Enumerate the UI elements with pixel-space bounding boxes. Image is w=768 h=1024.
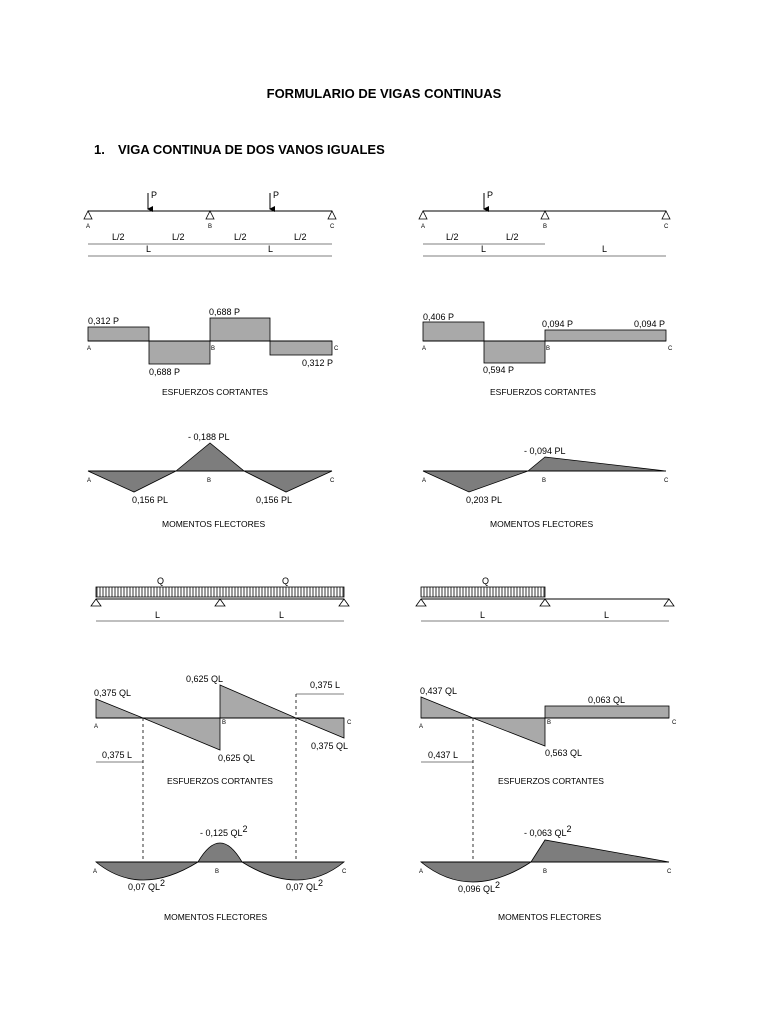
shear-value: 0,406 P <box>423 312 455 322</box>
caption: MOMENTOS FLECTORES <box>498 912 602 922</box>
moment-value: - 0,188 PL <box>188 432 230 442</box>
svg-text:C: C <box>672 720 677 726</box>
svg-text:L: L <box>604 610 610 620</box>
moment-value: 0,07 QL2 <box>128 878 166 892</box>
svg-text:C: C <box>334 346 339 352</box>
shear-value: 0,563 QL <box>545 748 583 758</box>
dim-label: 0,437 L <box>428 750 459 760</box>
case1-moment-diagram <box>87 432 335 529</box>
case2-load-diagram <box>419 190 670 256</box>
case2-moment-diagram <box>422 446 669 529</box>
load-label: P <box>151 190 158 200</box>
case4-load-diagram <box>416 576 674 621</box>
svg-text:C: C <box>668 346 673 352</box>
shear-value: 0,375 QL <box>311 741 349 751</box>
caption: MOMENTOS FLECTORES <box>162 519 266 529</box>
case3-load-diagram <box>91 576 349 621</box>
caption: ESFUERZOS CORTANTES <box>167 776 273 786</box>
case1-shear-diagram <box>87 307 339 397</box>
shear-value: 0,688 P <box>209 307 241 317</box>
dim-label: L/2 <box>172 232 185 242</box>
shear-value: 0,312 P <box>88 316 120 326</box>
load-label: P <box>273 190 280 200</box>
svg-text:L: L <box>155 610 161 620</box>
case2-shear-diagram <box>422 312 673 397</box>
svg-text:B: B <box>546 346 551 352</box>
svg-text:C: C <box>664 224 669 230</box>
moment-value: 0,156 PL <box>132 495 169 505</box>
svg-text:B: B <box>222 720 227 726</box>
dim-label: L/2 <box>234 232 247 242</box>
moment-value: 0,203 PL <box>466 495 503 505</box>
svg-text:L: L <box>481 244 487 254</box>
svg-text:B: B <box>542 478 547 484</box>
case3-moment-diagram <box>93 824 347 922</box>
shear-value: 0,312 P <box>302 358 334 368</box>
shear-value: 0,625 QL <box>218 753 256 763</box>
svg-text:L/2: L/2 <box>506 232 519 242</box>
svg-text:A: A <box>421 224 426 230</box>
moment-value: - 0,125 QL2 <box>200 824 248 838</box>
support-label: A <box>86 224 91 230</box>
svg-text:A: A <box>94 724 99 730</box>
svg-text:A: A <box>419 724 424 730</box>
svg-text:C: C <box>347 720 352 726</box>
svg-text:C: C <box>667 869 672 875</box>
svg-text:A: A <box>87 478 92 484</box>
svg-text:A: A <box>87 346 92 352</box>
svg-text:L/2: L/2 <box>446 232 459 242</box>
svg-text:A: A <box>419 869 424 875</box>
caption: ESFUERZOS CORTANTES <box>162 387 268 397</box>
shear-value: 0,437 QL <box>420 686 458 696</box>
caption: ESFUERZOS CORTANTES <box>498 776 604 786</box>
svg-text:B: B <box>211 346 216 352</box>
caption: ESFUERZOS CORTANTES <box>490 387 596 397</box>
moment-value: - 0,063 QL2 <box>524 824 572 838</box>
support-label: B <box>208 224 213 230</box>
shear-value: 0,094 P <box>542 319 574 329</box>
svg-text:L: L <box>480 610 486 620</box>
caption: MOMENTOS FLECTORES <box>164 912 268 922</box>
svg-text:B: B <box>543 224 548 230</box>
svg-text:B: B <box>215 869 220 875</box>
dim-label: L <box>146 244 152 254</box>
page-title: FORMULARIO DE VIGAS CONTINUAS <box>266 86 502 101</box>
shear-value: 0,594 P <box>483 365 515 375</box>
dim-label: 0,375 L <box>310 680 341 690</box>
shear-value: 0,063 QL <box>588 695 626 705</box>
shear-value: 0,375 QL <box>94 688 132 698</box>
load-label: Q <box>157 576 165 586</box>
shear-value: 0,094 P <box>634 319 666 329</box>
shear-value: 0,688 P <box>149 367 181 377</box>
svg-text:B: B <box>543 869 548 875</box>
moment-value: 0,156 PL <box>256 495 293 505</box>
load-label: Q <box>482 576 490 586</box>
support-label: C <box>330 224 335 230</box>
dim-label: L <box>268 244 274 254</box>
svg-text:C: C <box>664 478 669 484</box>
load-label: P <box>487 190 494 200</box>
svg-text:B: B <box>207 478 212 484</box>
dim-label: 0,375 L <box>102 750 133 760</box>
svg-text:A: A <box>422 478 427 484</box>
case1-load-diagram <box>84 190 336 256</box>
section-title: VIGA CONTINUA DE DOS VANOS IGUALES <box>118 142 385 157</box>
svg-text:C: C <box>342 869 347 875</box>
shear-value: 0,625 QL <box>186 674 224 684</box>
svg-text:L: L <box>602 244 608 254</box>
svg-text:A: A <box>422 346 427 352</box>
caption: MOMENTOS FLECTORES <box>490 519 594 529</box>
moment-value: 0,07 QL2 <box>286 878 324 892</box>
load-label: Q <box>282 576 290 586</box>
moment-value: - 0,094 PL <box>524 446 566 456</box>
svg-text:L: L <box>279 610 285 620</box>
section-number: 1. <box>94 142 105 157</box>
moment-value: 0,096 QL2 <box>458 880 501 894</box>
dim-label: L/2 <box>112 232 125 242</box>
dim-label: L/2 <box>294 232 307 242</box>
case4-moment-diagram <box>419 824 672 922</box>
svg-text:C: C <box>330 478 335 484</box>
svg-text:B: B <box>547 720 552 726</box>
svg-text:A: A <box>93 869 98 875</box>
